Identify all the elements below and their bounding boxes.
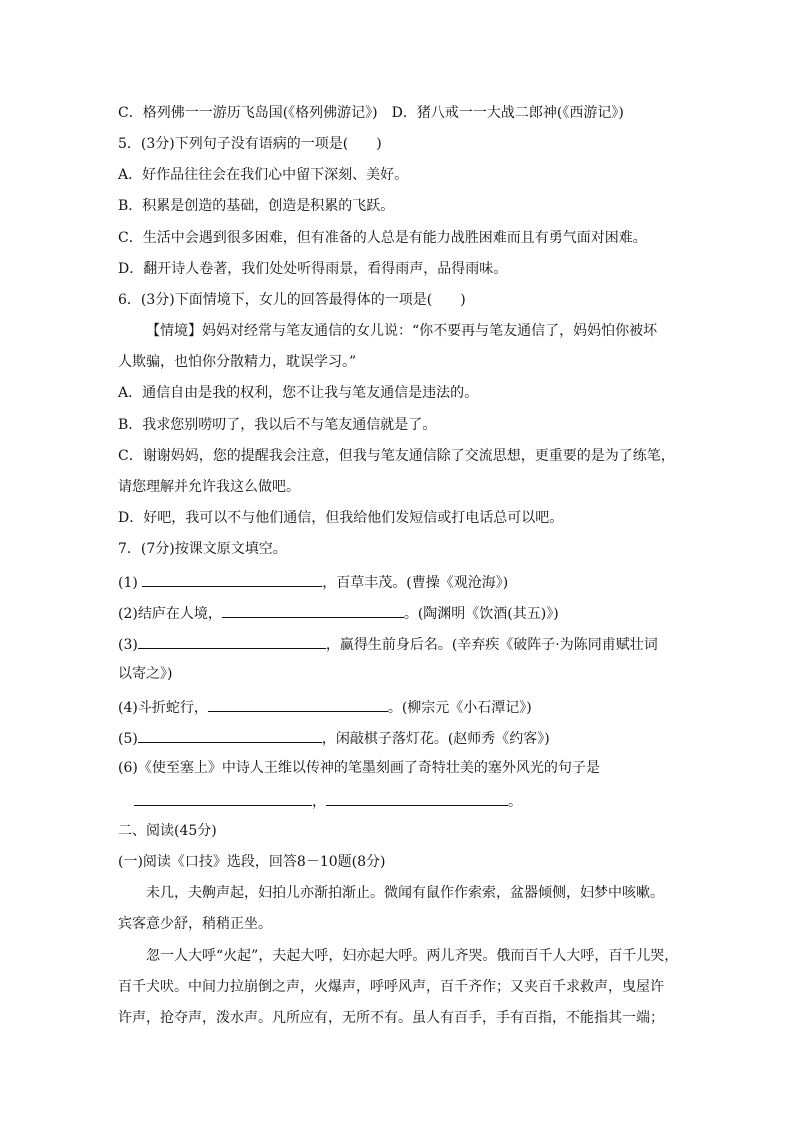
q7-item-1-prefix: (1) [118,575,143,591]
answer-blank[interactable] [138,634,326,649]
q6-option-c-line-1: C．谢谢妈妈，您的提醒我会注意，但我与笔友通信除了交流思想，更重要的是为了练笔， [118,448,675,464]
q5-option-a: A．好作品往往会在我们心中留下深刻、美好。 [118,167,409,183]
q7-item-3 [118,634,658,654]
section-heading-reading: 二、阅读(45分) [118,823,217,839]
q4-option-cd: C．格列佛一一游历飞岛国(《格列佛游记》) D．猪八戒一一大战二郎神(《西游记》) [118,105,624,121]
answer-blank[interactable] [208,697,388,712]
answer-blank[interactable] [222,603,404,618]
passage-para-1-line-1: 未几，夫齁声起，妇拍儿亦渐拍渐止。微闻有鼠作作索索，盆器倾侧，妇梦中咳嗽。 [146,885,664,901]
q7-item-4 [118,697,532,717]
q7-item-6-blanks [134,791,522,811]
q7-item-5 [118,728,550,748]
q7-stem: 7．(7分)按课文原文填空。 [118,541,287,557]
q6-option-d: D．好吧，我可以不与他们通信，但我给他们发短信或打电话总可以吧。 [118,510,564,526]
q6-option-a: A．通信自由是我的权利，您不让我与笔友通信是违法的。 [118,385,479,401]
q6-option-c-line-2: 请您理解并允许我这么做吧。 [118,479,300,495]
answer-blank[interactable] [138,728,322,743]
answer-blank[interactable] [142,572,322,587]
q6-context-line-1: 【情境】妈妈对经常与笔友通信的女儿说：“你不要再与笔友通信了，妈妈怕你被坏 [146,323,658,339]
q7-item-6: (6)《使至塞上》中诗人王维以传神的笔墨刻画了奇特壮美的塞外风光的句子是 [118,760,600,776]
passage-para-2-line-3: 许声，抢夺声，泼水声。凡所应有，无所不有。虽人有百手，手有百指，不能指其一端； [118,1010,664,1026]
q7-item-5-suffix: ，闲敲棋子落灯花。(赵师秀《约客》) [321,731,550,747]
passage-para-2-line-1: 忽一人大呼“火起”，夫起大呼，妇亦起大呼。两儿齐哭。俄而百千人大呼，百千儿哭， [146,948,679,964]
q7-item-3-prefix: (3) [118,637,138,653]
answer-blank[interactable] [326,791,508,806]
q7-item-1-suffix: ，百草丰茂。(曹操《观沧海》) [322,575,509,591]
q7-item-6-end: 。 [508,794,522,810]
q5-option-c: C．生活中会遇到很多困难，但有准备的人总是有能力战胜困难而且有勇气面对困难。 [118,230,647,246]
q7-item-2 [118,603,559,623]
q7-item-2-suffix: 。(陶渊明《饮酒(其五)》) [403,606,559,622]
q5-stem: 5．(3分)下列句子没有语病的一项是( ) [118,136,382,152]
q7-item-4-suffix: 。(柳宗元《小石潭记》) [387,700,532,716]
q7-item-4-prefix: (4)斗折蛇行， [118,700,208,716]
q5-option-b: B．积累是创造的基础，创造是积累的飞跃。 [118,198,395,214]
q7-item-3-suffix: ，赢得生前身后名。(辛弃疾《破阵子·为陈同甫赋壮词 [325,637,658,653]
q5-option-d: D．翻开诗人卷著，我们处处听得雨景，看得雨声，品得雨味。 [118,261,508,277]
q7-item-2-prefix: (2)结庐在人境， [118,606,222,622]
answer-blank[interactable] [134,791,312,806]
passage-para-1-line-2: 宾客意少舒，稍稍正坐。 [118,916,272,932]
q6-stem: 6．(3分)下面情境下，女儿的回答最得体的一项是( ) [118,292,466,308]
subsection-heading-kouji: (一)阅读《口技》选段，回答8－10题(8分) [118,854,386,870]
q6-option-b: B．我求您别唠叨了，我以后不与笔友通信就是了。 [118,417,437,433]
q6-context-line-2: 人欺骗，也怕你分散精力，耽误学习。” [118,354,357,370]
q7-item-1 [118,572,508,592]
passage-para-2-line-2: 百千犬吠。中间力拉崩倒之声，火爆声，呼呼风声，百千齐作；又夹百千求救声，曳屋许 [118,979,664,995]
q7-item-6-separator: ， [312,794,326,810]
q7-item-3-continuation: 以寄之》) [118,666,173,682]
q7-item-5-prefix: (5) [118,731,138,747]
